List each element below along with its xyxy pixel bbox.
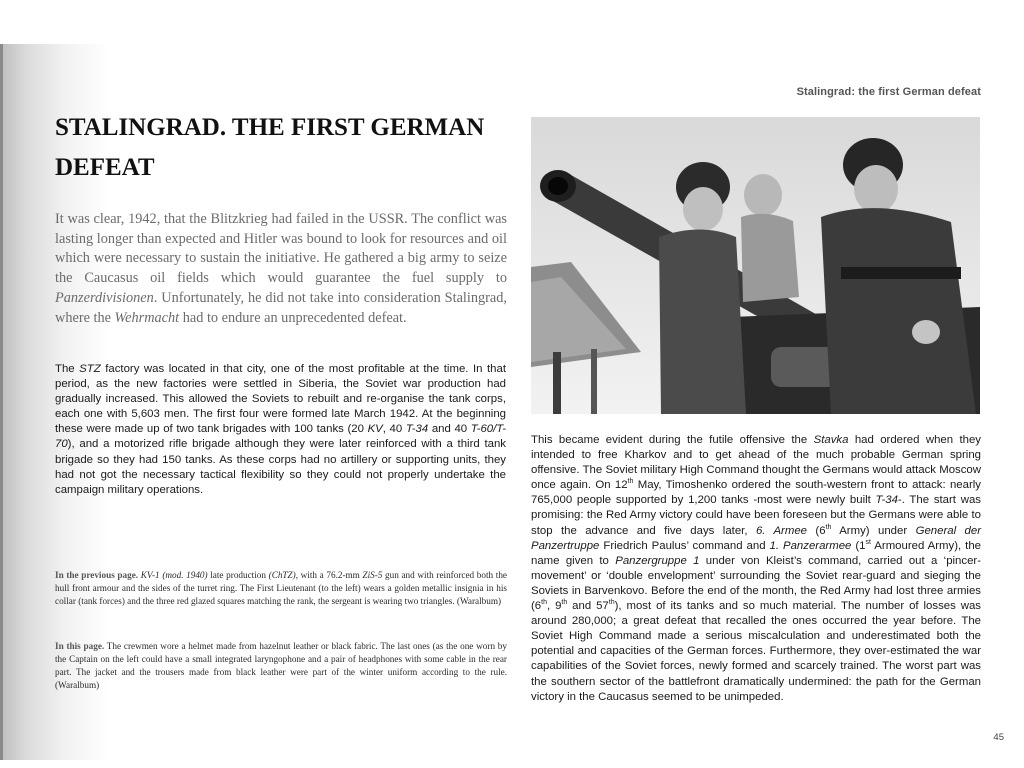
book-spine-edge xyxy=(0,44,3,760)
lead-paragraph: It was clear, 1942, that the Blitzkrieg had failed in the USSR. The conflict was lasting longer than expected and Hitler was bound to look for resources and oil which were necessary to sustain the initiative. He gathered a big army to seize the Caucasus oil fields which would guarantee the fuel supply to Panzerdivisionen. Unfortunately, he did not take into consideration Stalingrad, where the Wehrmacht had to endure an unprecedented defeat. xyxy=(55,211,507,326)
book-spread xyxy=(0,44,1024,760)
page-title: STALINGRAD. THE FIRST GERMAN DEFEAT xyxy=(55,114,485,181)
running-head: Stalingrad: the first German defeat xyxy=(796,86,981,98)
caption-this-page: In this page. The crewmen wore a helmet made from hazelnut leather or black fabric. The last ones (as the one worn by the Captain on the left could have a small integrated laryngophone and a pair of headphones with some cable in the rear part. The jacket and the trousers made from black leather were part of the winter uniform according to the rule. (Waralbum) xyxy=(55,641,507,690)
body-paragraph-left: The STZ factory was located in that city, one of the most profitable at the time. In that period, as the new factories were settled in Siberia, the Soviet war production had gradually increased. This allowed the Soviets to rebuilt and re-organise the tank corps, each one with 5,603 men. The first four were formed late March 1942. At the beginning these were made up of two tank brigades with 100 tanks (20 KV, 40 T-34 and 40 T-60/T-70), and a motorized rifle brigade although they were later reinforced with a third tank brigade so they had 150 tanks. As these corps had no artillery or supporting units, they had not got the necessary tactical flexibility so they could not properly undertake the campaign military operations. xyxy=(55,363,507,496)
page-number: 45 xyxy=(993,732,1004,743)
tank-crew-photo xyxy=(531,117,980,414)
body-paragraph-right: This became evident during the futile offensive the Stavka had ordered when they intended to free Kharkov and to get ahead of the much probable German spring offensive. The Soviet military High Command thought the Germans would attack Moscow once again. On 12th May, Timoshenko ordered the south-western front to attack: nearly 765,000 people supported by 1,200 tanks -most were newly built T-34-. The start was promising: the Red Army victory could have been foreseen but the Germans were able to stop the advance and five days later, 6. Armee (6th Army) under General der Panzertruppe Friedrich Paulus’ command and 1. Panzerarmee (1st Armoured Army), the name given to Panzergruppe 1 under von Kleist’s command, carried out a ‘pincer-movement’ or ‘double envelopment’ surrounding the Soviet rear-guard and sieging the Soviets in Barvenkovo. Before the end of the month, the Red Army had lost three armies (6th, 9th and 57th), most of its tanks and so much material. The number of losses was around 280,000; a great defeat that recalled the ones occurred the year before. The Soviet High Command made a serious miscalculation and underestimated both the potential and capacities of the German forces. Furthermore, they over-estimated the war capabilities of the Soviet forces, newly formed and scarcely trained. The worst part was the southern sector of the battlefront dramatically undermined: the path for the German victory in the Caucasus seemed to be unimpeded. xyxy=(531,434,982,703)
caption-previous-page: In the previous page. KV-1 (mod. 1940) late production (ChTZ), with a 76.2-mm ZiS-5 gun and with reinforced both the hull front armour and the sides of the turret ring. The First Lieutenant (to the left) wears a golden metallic insignia in his collar (tank forces) and the three red glazed squares matching the rank, the sergeant is wearing two triangles. (Waralbum) xyxy=(55,570,508,606)
